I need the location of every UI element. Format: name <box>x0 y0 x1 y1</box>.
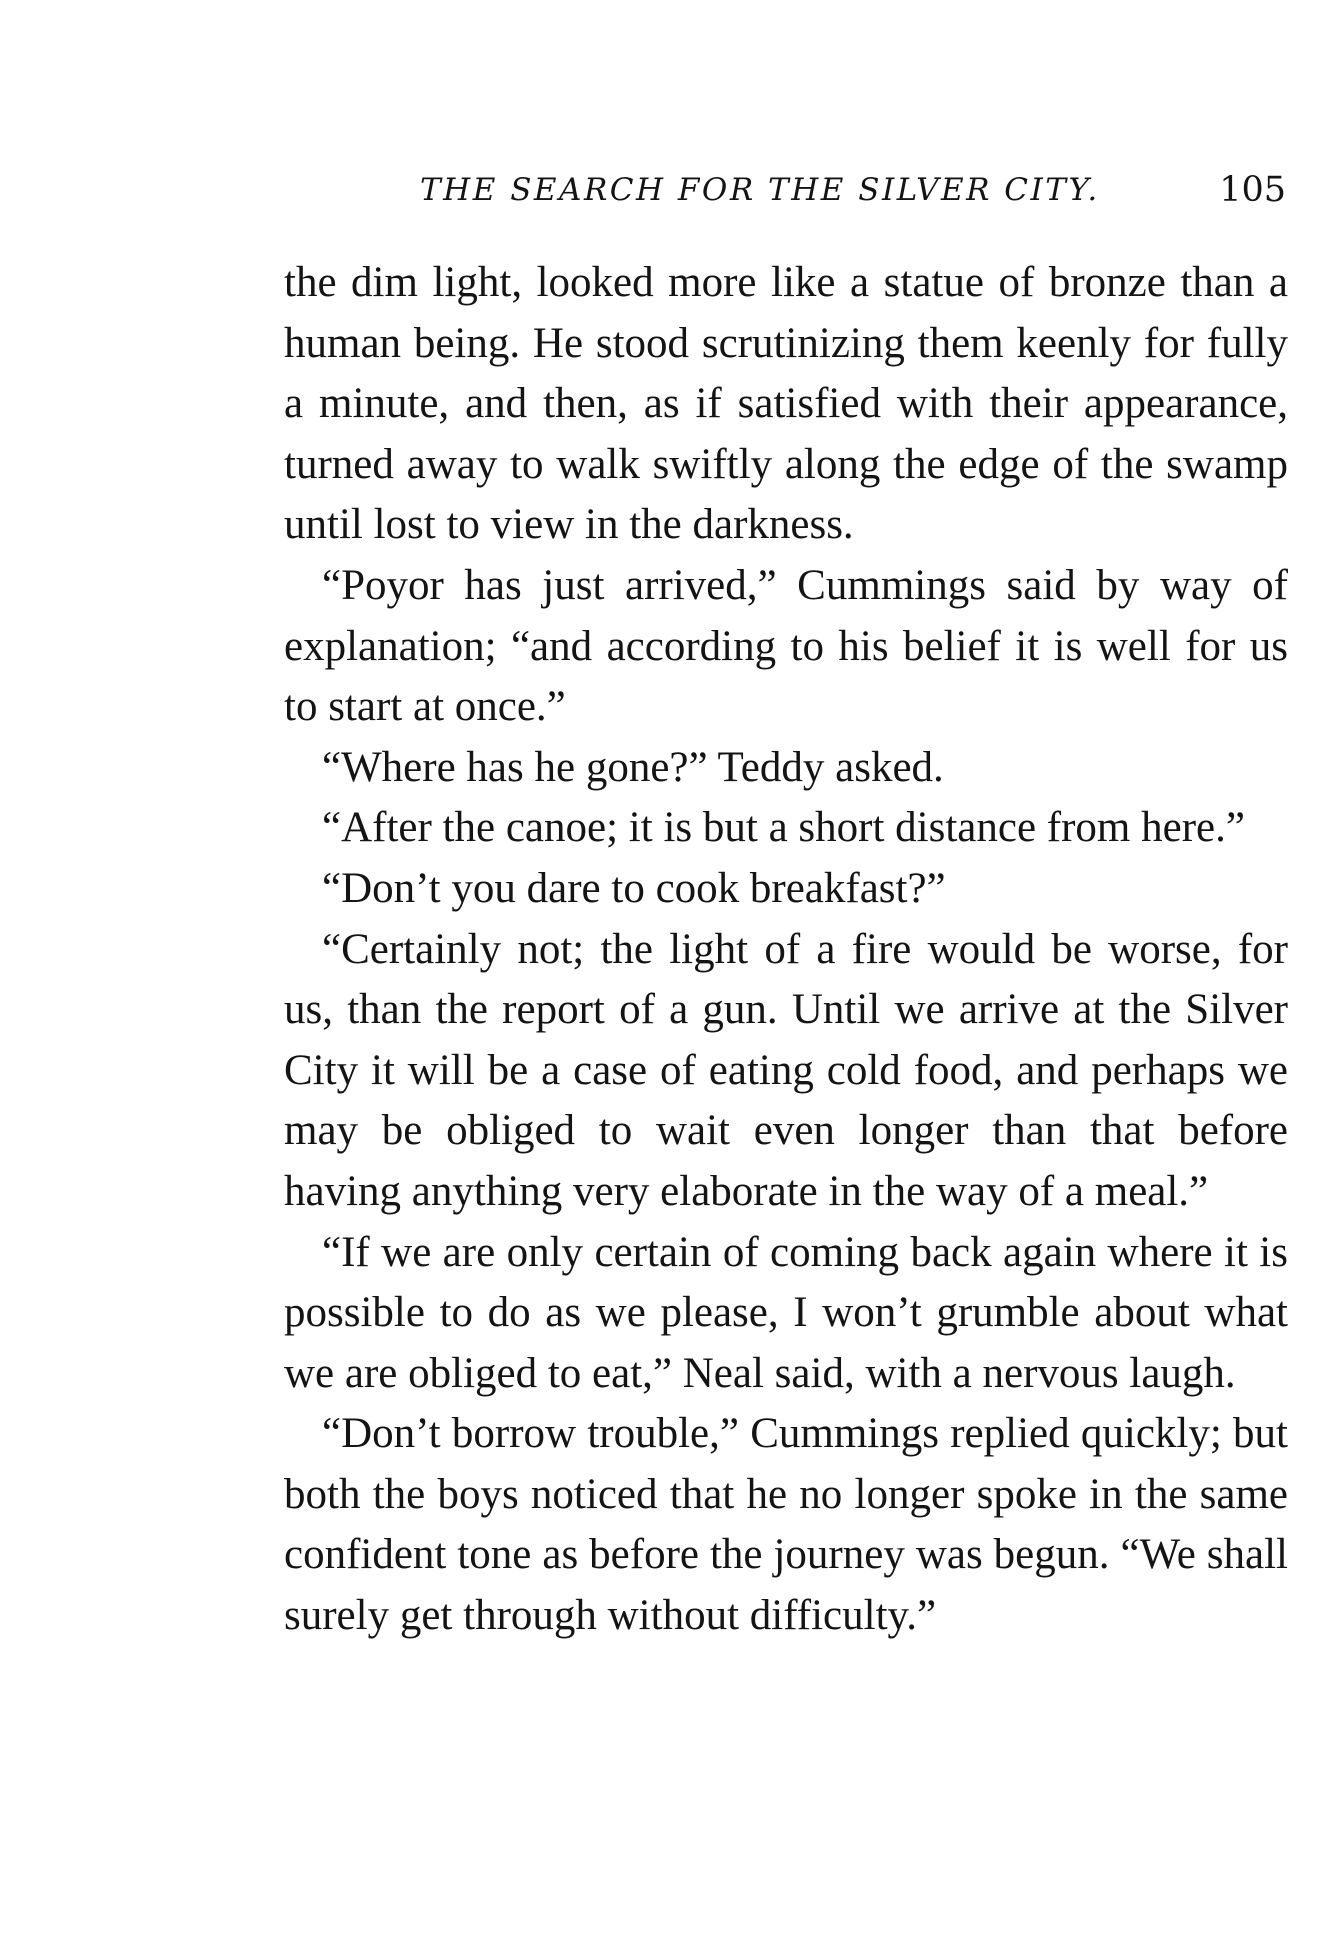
paragraph: “Certainly not; the light of a fire would be worse, for us, than the report of a gun. Until we arrive at the Silver City it will be a case of eating cold food, and perhaps we may be obliged to wait even longer than that before having anything very elaborate in the way of a meal.” <box>284 925 1288 1215</box>
paragraph: “After the canoe; it is but a short distance from here.” <box>322 804 1245 852</box>
page-number: 105 <box>1219 170 1286 210</box>
paragraph: the dim light, looked more like a statue of bronze than a human being. He stood scrutinizing them keenly for fully a minute, and then, as if satisfied with their appearance, turned away to walk swiftly along the edge of the swamp until lost to view in the darkness. <box>284 259 1288 549</box>
paragraph: “Don’t you dare to cook breakfast?” <box>322 864 946 912</box>
paragraph: “If we are only certain of coming back again where it is possible to do as we please, I won’t grumble about what we are obliged to eat,” Neal said, with a nervous laugh. <box>284 1228 1288 1397</box>
running-head <box>420 168 1286 218</box>
paragraph: “Poyor has just arrived,” Cummings said by way of explanation; “and according to his belief it is well for us to start at once.” <box>284 561 1288 731</box>
running-title: THE SEARCH FOR THE SILVER CITY. <box>420 172 1100 208</box>
paragraph: “Where has he gone?” Teddy asked. <box>322 743 944 791</box>
body-text <box>284 253 1288 1647</box>
paragraph: “Don’t borrow trouble,” Cummings replied quickly; but both the boys noticed that he no longer spoke in the same confident tone as before the journey was begun. “We shall surely get through without difficulty.” <box>284 1410 1288 1640</box>
